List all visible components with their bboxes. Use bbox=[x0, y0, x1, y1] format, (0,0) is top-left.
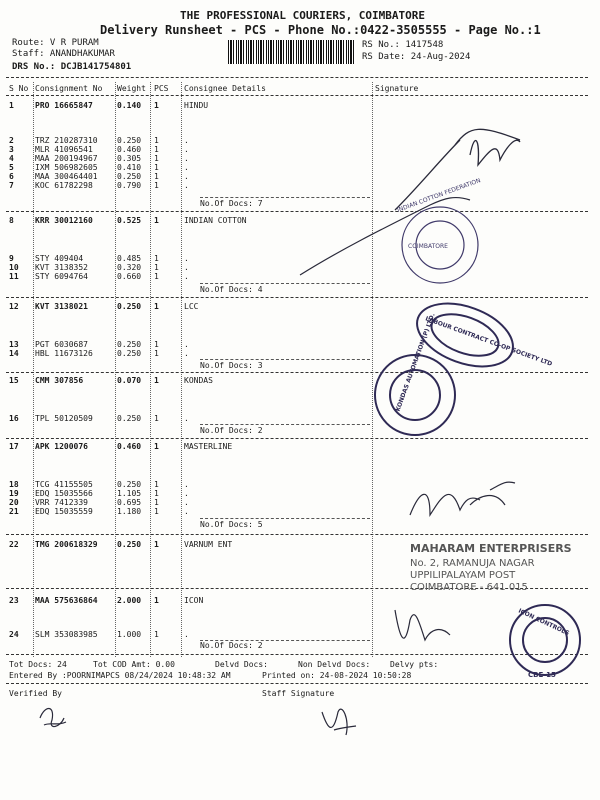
group-divider bbox=[6, 297, 588, 298]
row-weight: 0.250 bbox=[117, 540, 142, 549]
row-pcs: 1 bbox=[154, 181, 159, 190]
indian-cotton-stamp bbox=[402, 207, 478, 283]
divider bbox=[6, 683, 588, 684]
row-serial: 9 bbox=[9, 254, 14, 263]
row-pcs: 1 bbox=[154, 630, 159, 639]
delivered-docs: Delvd Docs: bbox=[215, 660, 268, 669]
group-doc-count: No.Of Docs: 7 bbox=[200, 199, 263, 208]
row-consignee: . bbox=[184, 340, 189, 349]
row-weight: 0.250 bbox=[117, 172, 142, 181]
group-divider bbox=[6, 372, 588, 373]
varnum-stamp-line: UPPILIPALAYAM POST bbox=[410, 570, 516, 581]
row-consignment: EDQ 15035566 bbox=[35, 489, 93, 498]
group-doc-count: No.Of Docs: 5 bbox=[200, 520, 263, 529]
row-consignment: SLM 353083985 bbox=[35, 630, 98, 639]
icon-stamp-ring: ICON CONTROLS bbox=[517, 607, 571, 638]
row-serial: 18 bbox=[9, 480, 19, 489]
row-weight: 0.460 bbox=[117, 442, 142, 451]
row-consignee: . bbox=[184, 480, 189, 489]
row-consignment: STY 409404 bbox=[35, 254, 84, 263]
row-serial: 12 bbox=[9, 302, 19, 311]
row-pcs: 1 bbox=[154, 489, 159, 498]
row-serial: 14 bbox=[9, 349, 19, 358]
delivery-points: Delvy pts: bbox=[390, 660, 439, 669]
row-pcs: 1 bbox=[154, 254, 159, 263]
row-serial: 16 bbox=[9, 414, 19, 423]
subtotal-divider bbox=[200, 518, 370, 519]
row-consignee: INDIAN COTTON bbox=[184, 216, 247, 225]
row-pcs: 1 bbox=[154, 480, 159, 489]
row-consignment: MLR 41096541 bbox=[35, 145, 93, 154]
col-signature: Signature bbox=[375, 84, 419, 93]
row-weight: 0.460 bbox=[117, 145, 142, 154]
row-serial: 10 bbox=[9, 263, 19, 272]
row-consignment: EDQ 15035559 bbox=[35, 507, 93, 516]
row-consignee: HINDU bbox=[184, 101, 209, 110]
col-consignment: Consignment No bbox=[35, 84, 103, 93]
lcc-stamp bbox=[408, 292, 521, 379]
row-consignee: ICON bbox=[184, 596, 204, 605]
row-pcs: 1 bbox=[154, 272, 159, 281]
row-consignment: APK 1200076 bbox=[35, 442, 88, 451]
row-consignee: . bbox=[184, 272, 189, 281]
row-pcs: 1 bbox=[154, 302, 159, 311]
group-doc-count: No.Of Docs: 2 bbox=[200, 641, 263, 650]
row-weight: 1.000 bbox=[117, 630, 142, 639]
staff-signature-label: Staff Signature bbox=[262, 689, 335, 698]
row-weight: 0.250 bbox=[117, 340, 142, 349]
row-serial: 6 bbox=[9, 172, 14, 181]
varnum-stamp-line: MAHARAM ENTERPRISERS bbox=[410, 542, 572, 555]
row-serial: 7 bbox=[9, 181, 14, 190]
row-weight: 0.485 bbox=[117, 254, 142, 263]
row-weight: 0.250 bbox=[117, 349, 142, 358]
cotton-stamp-ring: INDIAN COTTON FEDERATION bbox=[396, 177, 482, 214]
column-separator bbox=[150, 82, 151, 657]
row-consignee: . bbox=[184, 254, 189, 263]
subtotal-divider bbox=[200, 359, 370, 360]
row-consignment: TPL 50120509 bbox=[35, 414, 93, 423]
row-consignment: KRR 30012160 bbox=[35, 216, 93, 225]
column-separator bbox=[372, 82, 373, 657]
row-weight: 0.250 bbox=[117, 414, 142, 423]
row-consignment: STY 6094764 bbox=[35, 272, 88, 281]
kondas-stamp bbox=[375, 355, 455, 435]
row-consignee: KONDAS bbox=[184, 376, 213, 385]
row-pcs: 1 bbox=[154, 101, 159, 110]
row-weight: 1.180 bbox=[117, 507, 142, 516]
row-pcs: 1 bbox=[154, 340, 159, 349]
row-serial: 4 bbox=[9, 154, 14, 163]
column-separator bbox=[181, 82, 182, 657]
row-consignee: . bbox=[184, 181, 189, 190]
row-pcs: 1 bbox=[154, 442, 159, 451]
printed-on: Printed on: 24-08-2024 10:50:28 bbox=[262, 671, 412, 680]
row-pcs: 1 bbox=[154, 216, 159, 225]
group-divider bbox=[6, 211, 588, 212]
cotton-stamp-center: COIMBATORE bbox=[408, 243, 448, 250]
row-weight: 1.105 bbox=[117, 489, 142, 498]
row-serial: 13 bbox=[9, 340, 19, 349]
total-cod: Tot COD Amt: 0.00 bbox=[93, 660, 175, 669]
row-pcs: 1 bbox=[154, 376, 159, 385]
divider bbox=[6, 77, 588, 78]
runsheet-title: Delivery Runsheet - PCS - Phone No.:0422-3505555 - Page No.:1 bbox=[100, 23, 541, 37]
row-consignee: . bbox=[184, 489, 189, 498]
group-doc-count: No.Of Docs: 2 bbox=[200, 426, 263, 435]
staff-label: Staff: ANANDHAKUMAR bbox=[12, 49, 115, 59]
row-serial: 15 bbox=[9, 376, 19, 385]
subtotal-divider bbox=[200, 283, 370, 284]
verified-signature bbox=[40, 708, 66, 726]
row-weight: 0.525 bbox=[117, 216, 142, 225]
masterline-signature bbox=[410, 482, 515, 515]
rs-number: RS No.: 1417548 bbox=[362, 40, 444, 50]
verified-by-label: Verified By bbox=[9, 689, 62, 698]
varnum-stamp-line: COIMBATORE - 641 015 bbox=[410, 582, 528, 593]
row-serial: 5 bbox=[9, 163, 14, 172]
row-serial: 2 bbox=[9, 136, 14, 145]
barcode bbox=[228, 40, 356, 64]
row-consignee: VARNUM ENT bbox=[184, 540, 233, 549]
col-weight: Weight bbox=[117, 84, 146, 93]
entered-by: Entered By :POORNIMAPCS 08/24/2024 10:48:32 AM bbox=[9, 671, 231, 680]
row-pcs: 1 bbox=[154, 540, 159, 549]
row-consignee: MASTERLINE bbox=[184, 442, 233, 451]
staff-signature bbox=[322, 709, 356, 735]
row-weight: 0.305 bbox=[117, 154, 142, 163]
non-delivered-docs: Non Delvd Docs: bbox=[298, 660, 371, 669]
row-weight: 0.790 bbox=[117, 181, 142, 190]
hindu-signature bbox=[395, 129, 520, 210]
row-consignee: . bbox=[184, 172, 189, 181]
kondas-stamp-text: KONDAS AUTOMATION (P) LTD. bbox=[394, 312, 437, 413]
row-consignment: PRO 16665847 bbox=[35, 101, 93, 110]
row-serial: 3 bbox=[9, 145, 14, 154]
row-pcs: 1 bbox=[154, 596, 159, 605]
row-consignment: TCG 41155505 bbox=[35, 480, 93, 489]
row-consignment: MAA 300464401 bbox=[35, 172, 98, 181]
row-consignment: PGT 6030687 bbox=[35, 340, 88, 349]
group-divider bbox=[6, 654, 588, 655]
col-consignee: Consignee Details bbox=[184, 84, 266, 93]
row-serial: 23 bbox=[9, 596, 19, 605]
row-weight: 0.410 bbox=[117, 163, 142, 172]
row-consignment: VRR 7412339 bbox=[35, 498, 88, 507]
group-divider bbox=[6, 438, 588, 439]
row-serial: 17 bbox=[9, 442, 19, 451]
row-consignment: HBL 11673126 bbox=[35, 349, 93, 358]
row-weight: 0.140 bbox=[117, 101, 142, 110]
row-consignee: . bbox=[184, 349, 189, 358]
row-serial: 8 bbox=[9, 216, 14, 225]
row-consignee: . bbox=[184, 154, 189, 163]
group-doc-count: No.Of Docs: 3 bbox=[200, 361, 263, 370]
icon-stamp bbox=[510, 605, 580, 675]
row-pcs: 1 bbox=[154, 163, 159, 172]
col-sno: S No bbox=[9, 84, 29, 93]
row-consignment: MAA 200194967 bbox=[35, 154, 98, 163]
row-consignee: LCC bbox=[184, 302, 199, 311]
row-consignee: . bbox=[184, 263, 189, 272]
row-weight: 0.250 bbox=[117, 136, 142, 145]
row-consignee: . bbox=[184, 414, 189, 423]
row-consignee: . bbox=[184, 145, 189, 154]
row-serial: 19 bbox=[9, 489, 19, 498]
row-consignee: . bbox=[184, 136, 189, 145]
row-weight: 2.000 bbox=[117, 596, 142, 605]
row-pcs: 1 bbox=[154, 154, 159, 163]
row-serial: 1 bbox=[9, 101, 14, 110]
row-weight: 0.070 bbox=[117, 376, 142, 385]
row-consignment: TRZ 210287310 bbox=[35, 136, 98, 145]
lcc-stamp-text: LABOUR CONTRACT CO-OP SOCIETY LTD bbox=[424, 315, 554, 368]
icon-signature bbox=[395, 610, 450, 640]
row-weight: 0.250 bbox=[117, 302, 142, 311]
row-consignment: IXM 506982605 bbox=[35, 163, 98, 172]
subtotal-divider bbox=[200, 424, 370, 425]
row-pcs: 1 bbox=[154, 172, 159, 181]
row-serial: 11 bbox=[9, 272, 19, 281]
column-separator bbox=[33, 82, 34, 657]
row-weight: 0.660 bbox=[117, 272, 142, 281]
icon-stamp-center: CBE-15 bbox=[528, 671, 556, 679]
row-pcs: 1 bbox=[154, 145, 159, 154]
col-pcs: PCS bbox=[154, 84, 169, 93]
drs-number: DRS No.: DCJB141754801 bbox=[12, 62, 132, 72]
column-separator bbox=[115, 82, 116, 657]
row-pcs: 1 bbox=[154, 498, 159, 507]
row-pcs: 1 bbox=[154, 263, 159, 272]
row-consignee: . bbox=[184, 163, 189, 172]
varnum-stamp-line: No. 2, RAMANUJA NAGAR bbox=[410, 558, 535, 569]
company-title: THE PROFESSIONAL COURIERS, COIMBATORE bbox=[180, 9, 426, 22]
subtotal-divider bbox=[200, 197, 370, 198]
row-serial: 20 bbox=[9, 498, 19, 507]
rs-date: RS Date: 24-Aug-2024 bbox=[362, 52, 471, 62]
row-pcs: 1 bbox=[154, 136, 159, 145]
row-weight: 0.250 bbox=[117, 480, 142, 489]
route-label: Route: V R PURAM bbox=[12, 38, 99, 48]
row-serial: 22 bbox=[9, 540, 19, 549]
row-consignment: TMG 200618329 bbox=[35, 540, 98, 549]
group-divider bbox=[6, 534, 588, 535]
row-consignment: KOC 61782298 bbox=[35, 181, 93, 190]
cotton-signature bbox=[300, 198, 470, 275]
row-consignee: . bbox=[184, 507, 189, 516]
group-divider bbox=[6, 588, 588, 589]
row-consignment: MAA 575636864 bbox=[35, 596, 98, 605]
row-pcs: 1 bbox=[154, 507, 159, 516]
row-consignment: CMM 307856 bbox=[35, 376, 84, 385]
row-consignee: . bbox=[184, 630, 189, 639]
row-consignment: KVT 3138352 bbox=[35, 263, 88, 272]
divider bbox=[6, 95, 588, 96]
row-serial: 21 bbox=[9, 507, 19, 516]
row-weight: 0.695 bbox=[117, 498, 142, 507]
row-consignment: KVT 3138021 bbox=[35, 302, 88, 311]
row-serial: 24 bbox=[9, 630, 19, 639]
row-consignee: . bbox=[184, 498, 189, 507]
group-doc-count: No.Of Docs: 4 bbox=[200, 285, 263, 294]
row-pcs: 1 bbox=[154, 349, 159, 358]
row-pcs: 1 bbox=[154, 414, 159, 423]
total-docs: Tot Docs: 24 bbox=[9, 660, 67, 669]
row-weight: 0.320 bbox=[117, 263, 142, 272]
